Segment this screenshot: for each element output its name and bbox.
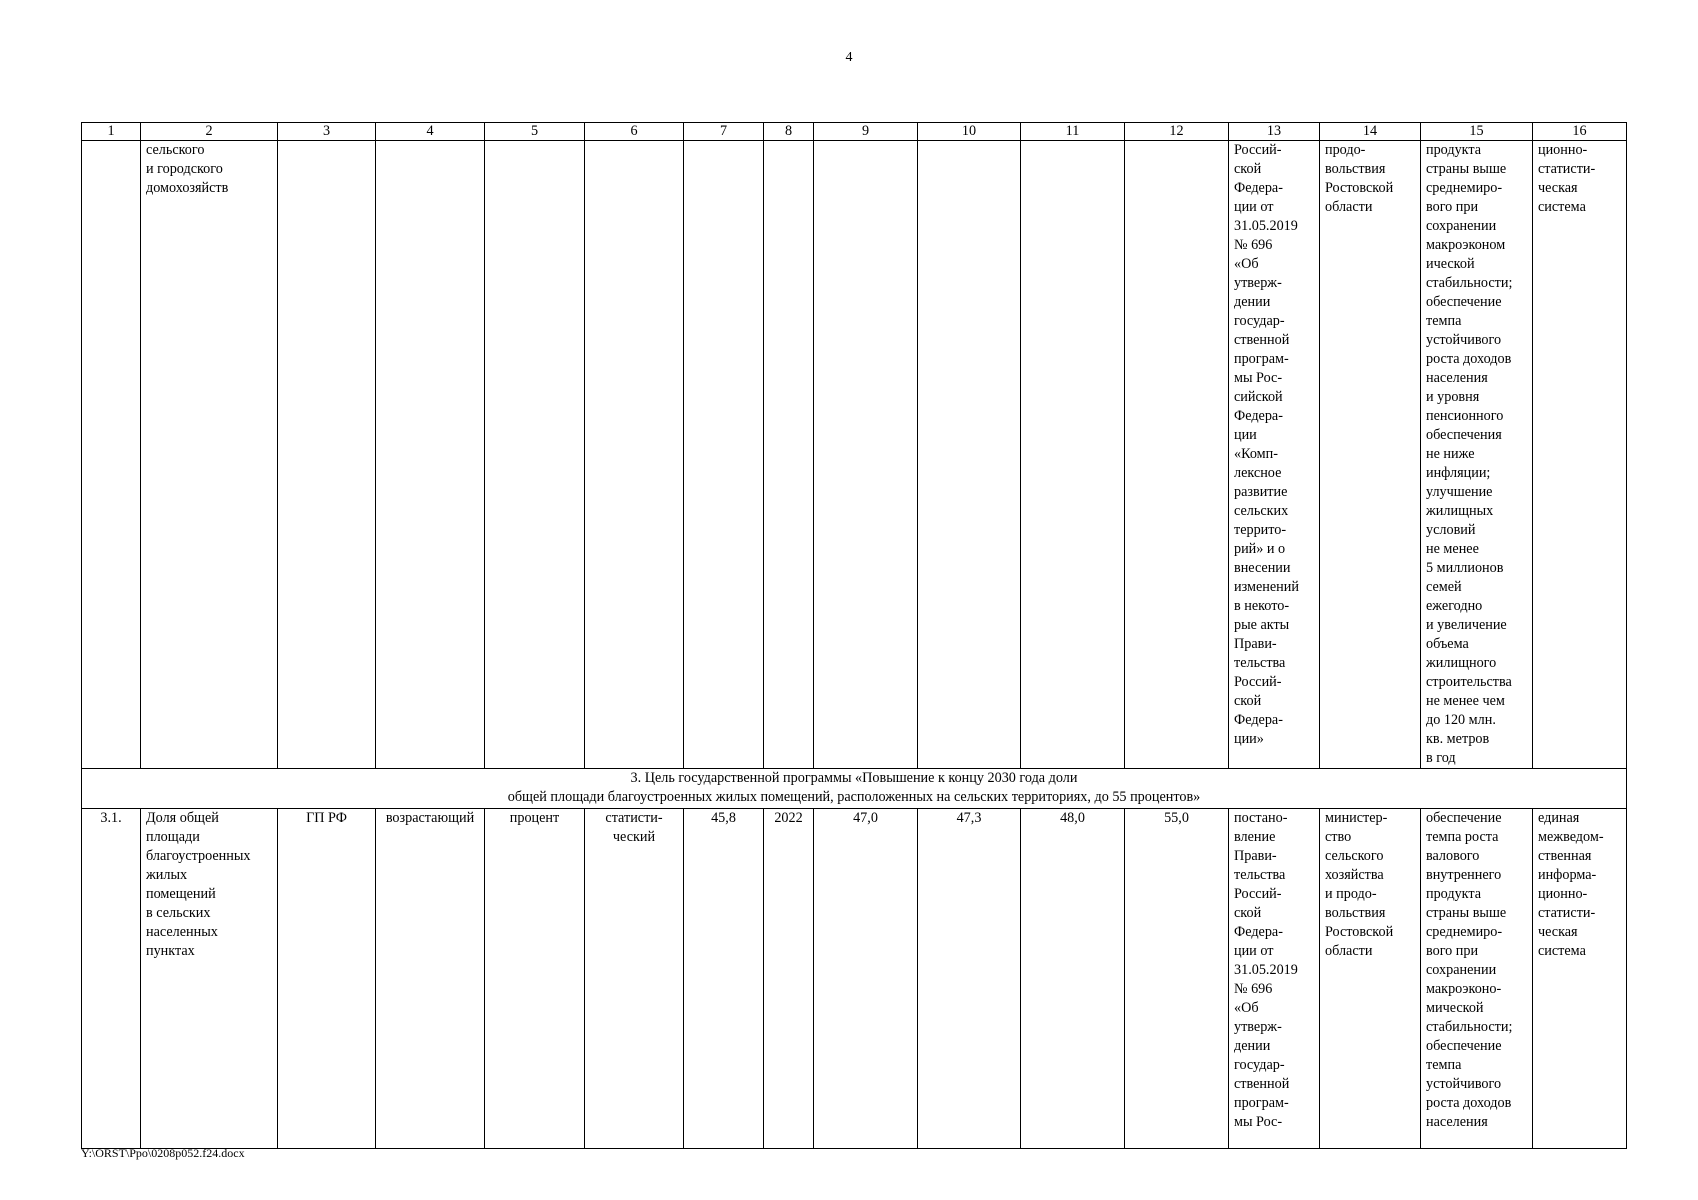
header-cell: 11 [1021, 123, 1125, 141]
header-cell: 2 [141, 123, 278, 141]
file-path-footer: Y:\ORST\Ppo\0208p052.f24.docx [81, 1146, 245, 1160]
row-number-cell: 3.1. [82, 809, 141, 1149]
header-cell: 13 [1229, 123, 1320, 141]
page-number: 4 [845, 50, 853, 65]
level-cell: ГП РФ [278, 809, 376, 1149]
header-cell: 16 [1533, 123, 1627, 141]
section-heading: 3. Цель государственной программы «Повышение к концу 2030 года доли общей площади благоустроенных жилых помещений, расположенных на сельских территориях, до 55 процентов» [82, 769, 1627, 809]
document-cell: постано- вление Прави- тельства Россий- ской Федера- ции от 31.05.2019 № 696 «Об утверж- дении государ- ственной програм- мы Рос- [1229, 809, 1320, 1149]
column-number-row [82, 123, 1627, 141]
cell [485, 141, 585, 769]
header-cell: 14 [1320, 123, 1421, 141]
table-row [82, 809, 1627, 1149]
value-cell: 47,3 [918, 809, 1021, 1149]
header-cell: 15 [1421, 123, 1533, 141]
link-cell: продукта страны выше среднемиро- вого при сохранении макроэконом ической стабильности; обеспечение темпа устойчивого роста доходов населения и уровня пенсионного обеспечения не ниже инфляции; улучшение жилищных условий не менее 5 миллионов семей ежегодно и увеличение объема жилищного строительства не менее чем до 120 млн. кв. метров в год [1421, 141, 1533, 769]
cell [684, 141, 764, 769]
info-system-cell: ционно- статисти- ческая система [1533, 141, 1627, 769]
value-cell: 48,0 [1021, 809, 1125, 1149]
table-row [82, 141, 1627, 769]
cell [1125, 141, 1229, 769]
link-cell: обеспечение темпа роста валового внутреннего продукта страны выше среднемиро- вого при сохранении макроэконо- мической стабильности; обеспечение темпа устойчивого роста доходов населения [1421, 809, 1533, 1149]
cell [918, 141, 1021, 769]
type-cell: статисти- ческий [585, 809, 684, 1149]
value-cell: 55,0 [1125, 809, 1229, 1149]
header-cell: 1 [82, 123, 141, 141]
trend-cell: возрастающий [376, 809, 485, 1149]
cell [764, 141, 814, 769]
header-cell: 10 [918, 123, 1021, 141]
cell [376, 141, 485, 769]
header-cell: 5 [485, 123, 585, 141]
header-cell: 4 [376, 123, 485, 141]
info-system-cell: единая межведом- ственная информа- ционно- статисти- ческая система [1533, 809, 1627, 1149]
cell [585, 141, 684, 769]
responsible-cell: продо- вольствия Ростовской области [1320, 141, 1421, 769]
indicator-name-cell: Доля общей площади благоустроенных жилых помещений в сельских населенных пунктах [141, 809, 278, 1149]
cell [814, 141, 918, 769]
cell [1021, 141, 1125, 769]
indicator-name-cell: сельского и городского домохозяйств [141, 141, 278, 769]
cell [82, 141, 141, 769]
document-cell: Россий- ской Федера- ции от 31.05.2019 № 696 «Об утверж- дении государ- ственной програм- мы Рос- сийской Федера- ции «Комп- лексное развитие сельских террито- рий» и о внесении изменений в некото- рые акты Прави- тельства Россий- ской Федера- ции» [1229, 141, 1320, 769]
cell [278, 141, 376, 769]
unit-cell: процент [485, 809, 585, 1149]
base-value-cell: 45,8 [684, 809, 764, 1149]
header-cell: 8 [764, 123, 814, 141]
value-cell: 47,0 [814, 809, 918, 1149]
header-cell: 6 [585, 123, 684, 141]
header-cell: 12 [1125, 123, 1229, 141]
base-year-cell: 2022 [764, 809, 814, 1149]
header-cell: 7 [684, 123, 764, 141]
section-row [82, 769, 1627, 809]
header-cell: 3 [278, 123, 376, 141]
responsible-cell: министер- ство сельского хозяйства и продо- вольствия Ростовской области [1320, 809, 1421, 1149]
indicator-table [81, 122, 1627, 1149]
header-cell: 9 [814, 123, 918, 141]
